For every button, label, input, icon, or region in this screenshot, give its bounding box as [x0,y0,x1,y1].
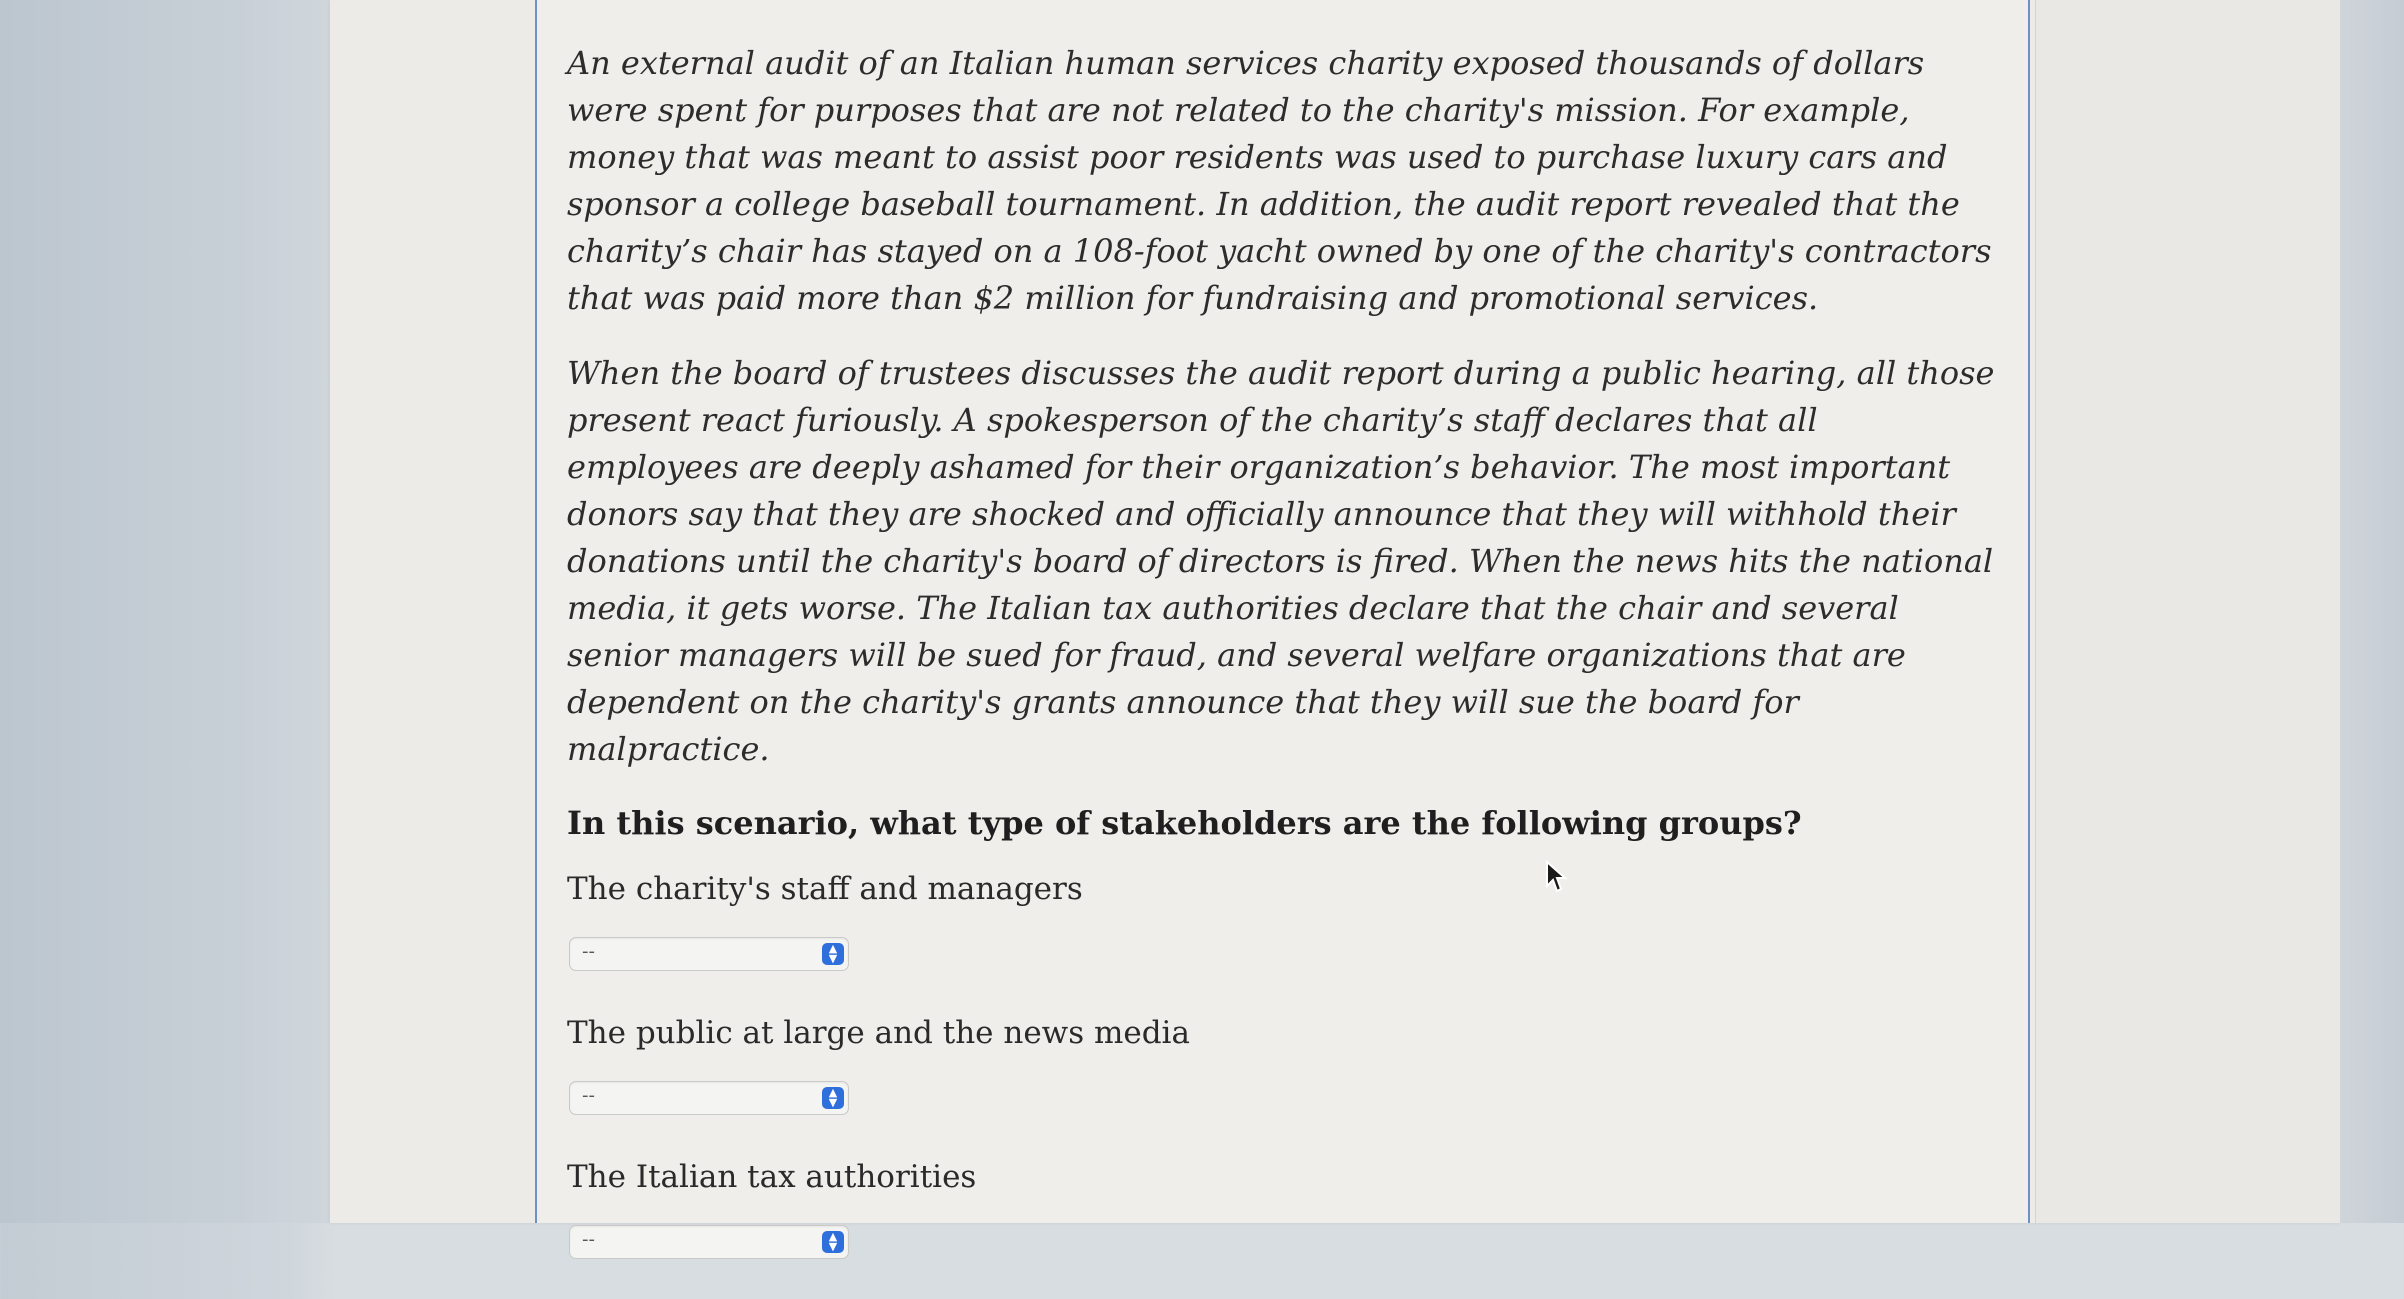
chevron-up-down-icon: ▲ ▼ [822,943,844,965]
question-prompt: In this scenario, what type of stakeholders are the following groups? [567,804,1802,842]
group-label-public-media: The public at large and the news media [567,1015,1190,1051]
question-content [567,40,1997,1299]
stakeholder-type-select-public-media[interactable] [569,1081,849,1115]
desk-background-left [0,0,340,1223]
select-value: -- [582,941,595,962]
scenario-paragraph-2: When the board of trustees discusses the audit report during a public hearing, all those present react furiously. A spokesperson of the charity’s staff declares that all employees are deeply ashamed for their organization’s behavior. The most important donors say that they are shocked and officially announce that they will withhold their donations until the charity's board of directors is fired. When the news hits the national media, it gets worse. The Italian tax authorities declare that the chair and several senior managers will be sued for fraud, and several welfare organizations that are dependent on the charity's grants announce that they will sue the board for malpractice. [567,354,1995,768]
select-value: -- [582,1085,595,1106]
stakeholder-group-staff [567,867,1997,971]
stakeholder-type-select-staff[interactable] [569,937,849,971]
select-value: -- [582,1229,595,1250]
scenario-paragraph-1: An external audit of an Italian human services charity exposed thousands of dollars were spent for purposes that are not related to the charity's mission. For example, money that was meant to assist poor residents was used to purchase luxury cars and sponsor a college baseball tournament. In addition, the audit report revealed that the charity’s chair has stayed on a 108-foot yacht owned by one of the charity's contractors that was paid more than $2 million for fundraising and promotional services. [567,44,1992,317]
page-right-margin [2035,0,2341,1223]
stakeholder-group-public-media [567,1011,1997,1115]
desk-background-right [2340,0,2404,1223]
chevron-up-down-icon: ▲ ▼ [822,1231,844,1253]
chevron-up-down-icon: ▲ ▼ [822,1087,844,1109]
group-label-staff: The charity's staff and managers [567,871,1083,907]
stakeholder-type-select-tax-authorities[interactable] [569,1225,849,1259]
question-panel [535,0,2030,1253]
stakeholder-group-tax-authorities [567,1155,1997,1259]
group-label-tax-authorities: The Italian tax authorities [567,1159,977,1195]
